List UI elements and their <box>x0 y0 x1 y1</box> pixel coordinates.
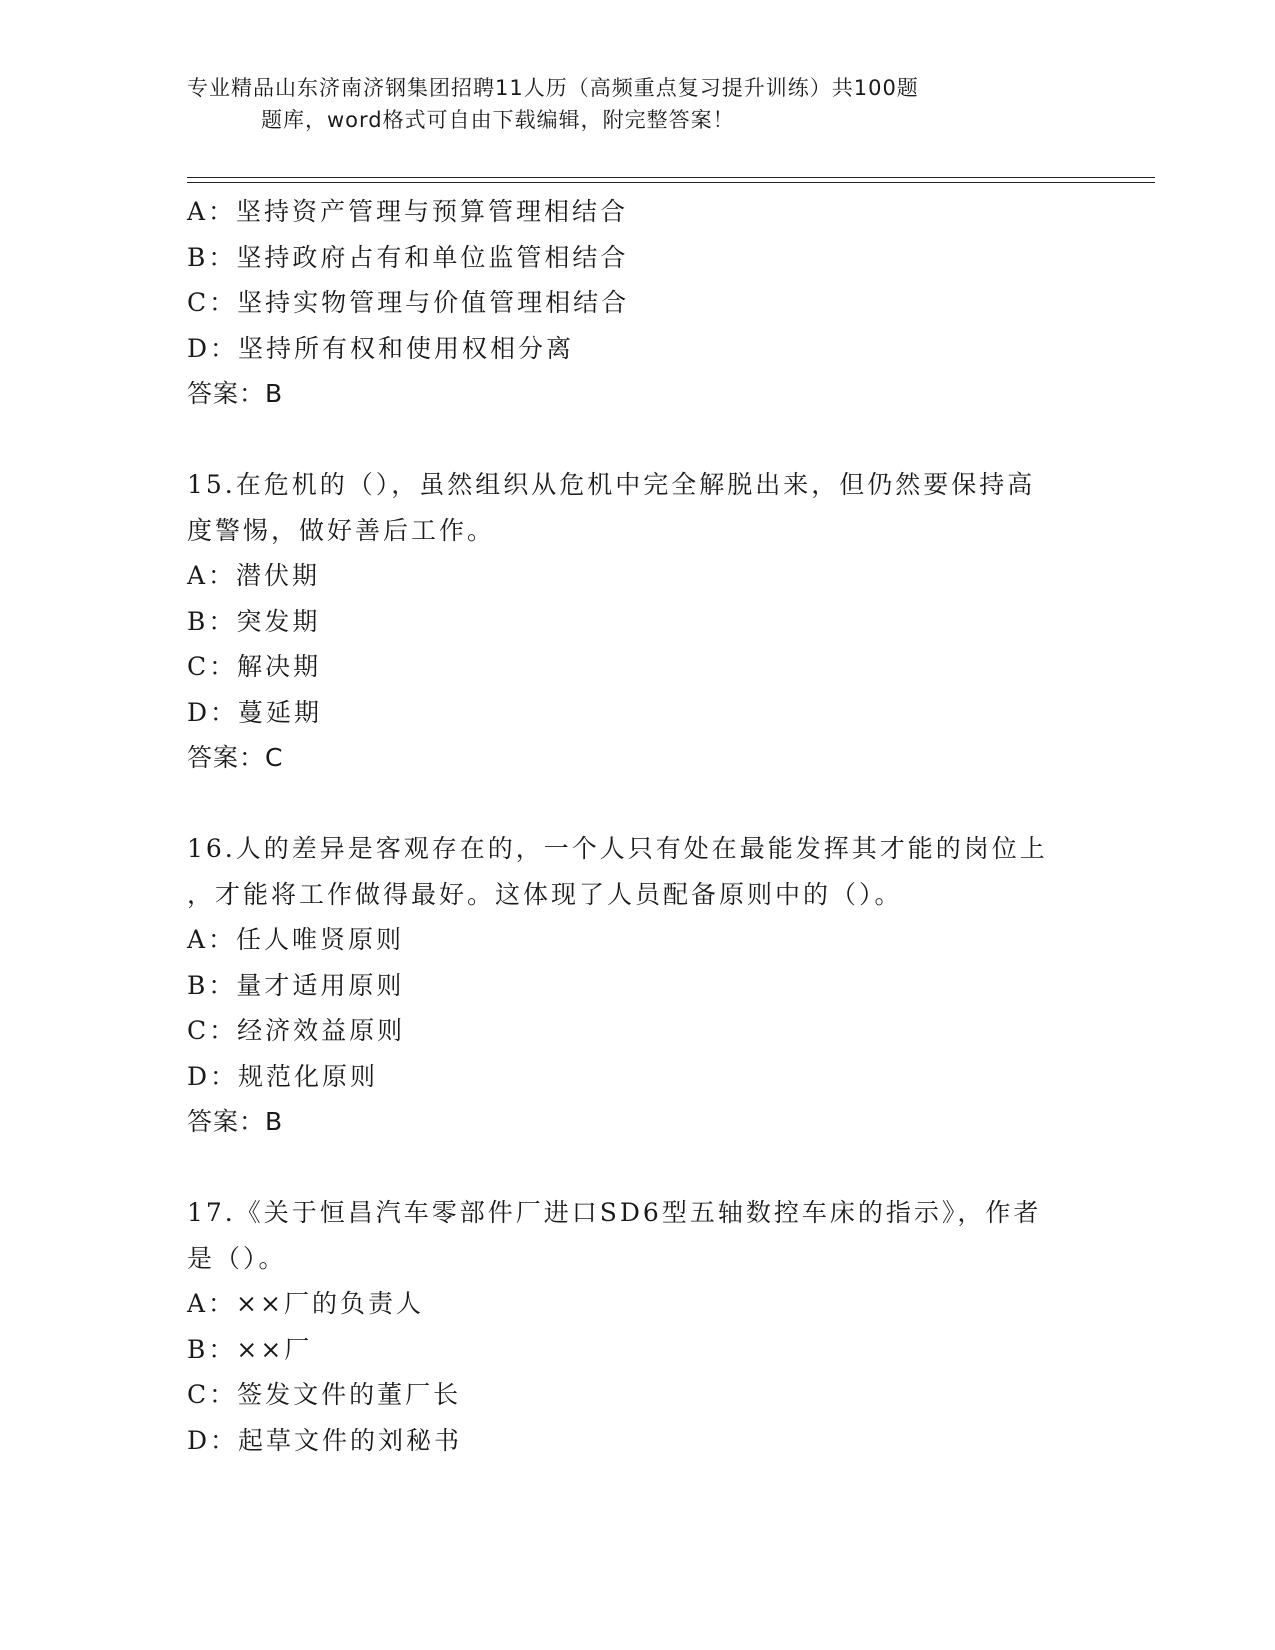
option-b: B：坚持政府占有和单位监管相结合 <box>187 242 629 272</box>
question-block-14 <box>187 189 1087 417</box>
option-a: A：潜伏期 <box>187 561 321 590</box>
document-header <box>187 72 1047 136</box>
option-b: B：××厂 <box>187 1334 313 1364</box>
question-block-16 <box>187 826 1087 1145</box>
question-list <box>187 189 1087 1463</box>
question-block-15 <box>187 462 1087 781</box>
question-line: 度警惕，做好善后工作。 <box>187 515 496 545</box>
question-line: 16.人的差异是客观存在的，一个人只有处在最能发挥其才能的岗位上 <box>187 834 1048 863</box>
block-spacer <box>187 781 1087 827</box>
question-block-17 <box>187 1190 1087 1463</box>
question-line: 是（）。 <box>187 1243 287 1273</box>
option-d: D：蔓延期 <box>187 697 323 727</box>
option-b: B：突发期 <box>187 606 321 636</box>
answer-text: 答案：B <box>187 1107 284 1136</box>
option-c: C：坚持实物管理与价值管理相结合 <box>187 288 630 317</box>
question-line: 15.在危机的（），虽然组织从危机中完全解脱出来，但仍然要保持高 <box>187 470 1036 499</box>
option-c: C：解决期 <box>187 652 322 681</box>
block-spacer <box>187 417 1087 463</box>
option-d: D：起草文件的刘秘书 <box>187 1425 463 1455</box>
option-b: B：量才适用原则 <box>187 970 405 1000</box>
block-spacer <box>187 1145 1087 1191</box>
question-line: ，才能将工作做得最好。这体现了人员配备原则中的（）。 <box>187 879 903 909</box>
option-c: C：经济效益原则 <box>187 1016 406 1045</box>
option-a: A：××厂的负责人 <box>187 1289 424 1318</box>
header-rule-top <box>187 177 1155 178</box>
header-title-line-2: 题库，word格式可自由下载编辑，附完整答案！ <box>261 108 735 132</box>
option-a: A：任人唯贤原则 <box>187 925 405 954</box>
header-title-line-1: 专业精品山东济南济钢集团招聘11人历（高频重点复习提升训练）共100题 <box>187 76 919 100</box>
question-line: 17.《关于恒昌汽车零部件厂进口SD6型五轴数控车床的指示》，作者 <box>187 1198 1042 1227</box>
option-d: D：规范化原则 <box>187 1061 379 1091</box>
option-c: C：签发文件的董厂长 <box>187 1380 462 1409</box>
header-rule-bottom <box>187 182 1155 183</box>
answer-text: 答案：C <box>187 743 284 772</box>
option-a: A：坚持资产管理与预算管理相结合 <box>187 197 629 226</box>
option-d: D：坚持所有权和使用权相分离 <box>187 333 575 363</box>
answer-text: 答案：B <box>187 379 284 408</box>
